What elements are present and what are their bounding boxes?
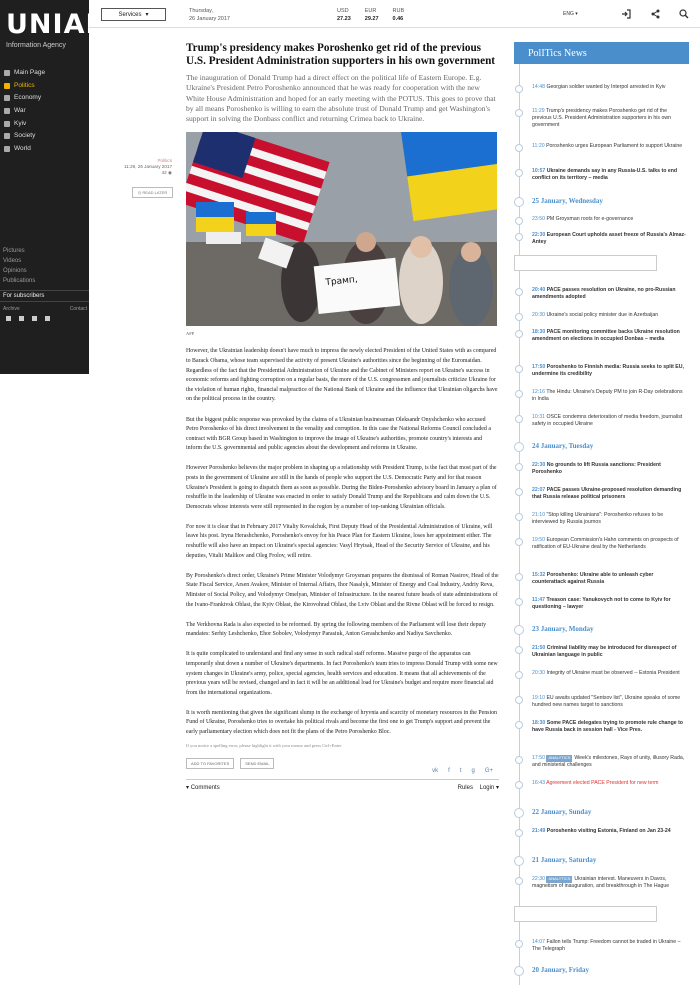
- news-item[interactable]: [514, 143, 689, 150]
- clock-icon: [515, 488, 523, 496]
- sidebar-item-label: World: [14, 144, 31, 152]
- share-f-icon[interactable]: f: [448, 767, 450, 774]
- sidebar-nav-secondary: [3, 246, 87, 286]
- news-headline: No grounds to lift Russia sanctions: President Poroshenko: [532, 462, 661, 475]
- clock-icon: [515, 513, 523, 521]
- news-time: 12:16: [532, 389, 545, 395]
- clock-icon: [515, 573, 523, 581]
- news-item[interactable]: [514, 216, 689, 223]
- news-headline: Integrity of Ukraine must be observed -- Estonia President: [546, 670, 680, 676]
- sidebar-nav: [4, 67, 88, 155]
- news-time: 20:30: [532, 670, 545, 676]
- services-label: Services: [118, 11, 142, 18]
- news-headline: Criminal liability may be introduced for disrespect of Ukrainian language in public: [532, 645, 677, 658]
- clock-icon: [515, 365, 523, 373]
- clock-icon: [515, 721, 523, 729]
- clock-icon: [515, 169, 523, 177]
- news-headline: Poroshenko: Ukraine able to unleash cyber counterattack against Russia: [532, 572, 654, 585]
- news-headline: OSCE condemns deterioration of media freedom, journalist safety in occupied Ukraine: [532, 414, 683, 427]
- sidebar-item-economy[interactable]: [4, 92, 88, 105]
- nav-icon: [4, 121, 10, 127]
- clock-icon: ◷: [137, 190, 142, 195]
- news-headline: EU awaits updated "Sentsov list", Ukraine speaks of some hundred new names target to sanctions: [532, 695, 681, 708]
- news-item[interactable]: [514, 537, 689, 551]
- day-label: 21 January, Saturday: [532, 856, 597, 864]
- news-item[interactable]: [514, 780, 689, 787]
- day-label: 22 January, Sunday: [532, 808, 592, 816]
- article-actions: [186, 758, 499, 774]
- sidebar-item-pictures[interactable]: Pictures: [3, 248, 25, 254]
- nav-icon: [4, 146, 10, 152]
- news-headline: Some PACE delegates trying to promote rule change to have Russia back in session hall - Vice Pres.: [532, 720, 683, 733]
- comments-label: Comments: [190, 784, 220, 791]
- share-icon[interactable]: [651, 9, 661, 19]
- clock-icon: [515, 671, 523, 679]
- read-later-button[interactable]: [132, 187, 173, 198]
- clock-icon: [515, 144, 523, 152]
- clock-icon: [515, 781, 523, 789]
- news-time: 11:47: [532, 597, 545, 603]
- login-icon[interactable]: [621, 9, 631, 19]
- add-favorites-button[interactable]: ADD TO FAVORITES: [186, 758, 234, 769]
- clock-icon: [515, 330, 523, 338]
- news-headline: Poroshenko visiting Estonia, Finland on Jan 23-24: [546, 828, 671, 834]
- news-item[interactable]: [514, 512, 689, 526]
- news-item[interactable]: [514, 108, 689, 128]
- clock-icon: [515, 646, 523, 654]
- archive-contact-row: [3, 306, 87, 312]
- clock-icon: [515, 538, 523, 546]
- article-timestamp: 11:29, 26 January 2017: [124, 164, 172, 169]
- logo-text: UNIAN: [6, 9, 110, 40]
- news-time: 21:10: [532, 512, 545, 518]
- article-paragraph: It is quite complicated to understand and find any sense in such radical staff reforms. Massive purge of the apparatus can temporarily shut down a number of Ukraine's departments. In fact Poroshenko's team tries to impress Donald Trump with some new system changes in Ukraine's army, police, special agencies, health services and education. It means that all achievements of the previous years will be revised, changed and in fact it will be an additional load for Ukraine's budget and require more financial aid from the international organizations.: [186, 651, 498, 696]
- news-headline: Week's milestones, Rays of unity, illusory Rada, and ministerial challenges: [532, 755, 685, 768]
- nav-icon: [4, 83, 10, 89]
- news-item[interactable]: [514, 84, 689, 91]
- day-heading: [514, 625, 594, 633]
- share-t-icon[interactable]: t: [459, 767, 462, 774]
- analytics-badge: ANALYTICS: [548, 876, 571, 881]
- article-paragraph: However, the Ukrainian leadership doesn't have much to impress the newly elected President of the United States with as compared to Barack Obama, whose team supervised the activity of present Ukraine's authorities since the beginning of the Euromaidan. Regardless of the fact that the Presidential Administration of Ukraine and the Cabinet of Ministers report on Ukraine's success in economic reforms and fighting corruption on a regular basis, the more of the U.S. congressmen and journalists criticize Ukraine for the violation of human rights, financial malpractice of the National Bank of Ukraine and the influence that Ukrainian oligarchs have on the political process in the country.: [186, 348, 498, 403]
- top-bar: [89, 0, 700, 28]
- sidebar-item-label: War: [14, 107, 26, 115]
- news-headline: Georgian soldier wanted by Interpol arrested in Kyiv: [546, 84, 666, 90]
- comments-bar: [186, 779, 499, 791]
- news-time: 10:57: [532, 168, 546, 174]
- sidebar-item-main-page[interactable]: [4, 67, 88, 80]
- news-time: 20:30: [532, 312, 545, 318]
- clock-icon: [515, 940, 523, 948]
- news-time: 14:48: [532, 84, 545, 90]
- news-item[interactable]: [514, 670, 689, 677]
- currency-code: EUR: [364, 8, 377, 14]
- news-time: 16:43: [532, 780, 545, 786]
- ad-slot: [514, 906, 657, 922]
- news-time: 15:32: [532, 572, 546, 578]
- news-time: 17:50: [532, 364, 546, 370]
- news-item[interactable]: [514, 232, 689, 246]
- current-date-text: 26 January 2017: [189, 16, 230, 22]
- news-item[interactable]: [514, 572, 689, 586]
- news-headline: Agreement elected PACE President for new term: [546, 780, 659, 786]
- news-item[interactable]: [514, 364, 689, 378]
- day-label: 20 January, Friday: [532, 966, 589, 974]
- facebook-icon[interactable]: [19, 316, 24, 321]
- currency-value: 0.46: [392, 16, 404, 22]
- sidebar-item-opinions[interactable]: Opinions: [3, 268, 27, 274]
- read-later-label: READ LATER: [142, 190, 168, 195]
- politics-news-feed: [514, 42, 689, 974]
- sidebar-item-label: Main Page: [14, 69, 46, 77]
- sidebar-item-videos[interactable]: Videos: [3, 258, 22, 264]
- news-headline: PACE passes resolution on Ukraine, no pro-Russian amendments adopted: [532, 287, 676, 300]
- calendar-icon: [514, 966, 524, 976]
- clock-icon: [515, 829, 523, 837]
- login-label: Login: [479, 784, 495, 791]
- clock-icon: [515, 877, 523, 885]
- news-item[interactable]: [514, 828, 689, 835]
- news-headline: Ukraine's social policy minister due in Azerbaijan: [546, 312, 659, 318]
- currency-code: RUB: [392, 8, 405, 14]
- nav-icon: [4, 70, 10, 76]
- clock-icon: [515, 756, 523, 764]
- sidebar-item-world[interactable]: [4, 143, 88, 156]
- clock-icon: [515, 217, 523, 225]
- current-day: Thursday,: [189, 8, 214, 14]
- send-email-button[interactable]: SEND EMAIL: [240, 758, 274, 769]
- news-item[interactable]: [514, 168, 689, 182]
- news-time: 20:40: [532, 287, 546, 293]
- article-views: [120, 170, 172, 176]
- nav-icon: [4, 133, 10, 139]
- currency-value: 27.23: [337, 16, 351, 22]
- day-heading: [514, 856, 596, 864]
- calendar-icon: [514, 856, 524, 866]
- protest-photo: [186, 132, 497, 326]
- article-paragraph: For now it is clear that in February 2017 Vitaliy Kovalchuk, First Deputy Head of the Presidential Administration of Ukraine, will leave his post. Iryna Herashchenko, Poroshenko's envoy for his Peace Plan for Eastern Ukraine, loses her appointment either. The reshuffle will also have an impact on Ukraine's special agencies: Vasyl Hrytsak, Head of the Security Service of Ukraine, and his deputies, Vitalii Malikov and Oleg Frolov, will retire.: [186, 523, 493, 559]
- article-author[interactable]: Politics: [157, 158, 172, 163]
- rss-icon[interactable]: [32, 316, 37, 321]
- spelling-note: If you notice a spelling error, please highlight it with your mouse and press Ctrl+Enter: [186, 742, 342, 748]
- news-time: 11:20: [532, 143, 545, 149]
- clock-icon: [515, 463, 523, 471]
- sidebar-item-war[interactable]: [4, 105, 88, 118]
- day-label: 25 January, Wednesday: [532, 197, 603, 205]
- news-headline: "Stop killing Ukrainians": Poroshenko refuses to be interviewed by Russia journos: [532, 512, 664, 525]
- news-time: 18:30: [532, 329, 546, 335]
- sidebar-item-label: Kyiv: [14, 119, 27, 127]
- article-body: [186, 347, 499, 737]
- sidebar-item-label: Economy: [14, 94, 42, 102]
- article-paragraph: However Poroshenko believes the major problem in shaping up a relationship with President Trump, is the fact that most part of the posts in the government of Ukraine are still in the hands of people who support the U.S. Democratic Party and for that reason Ukraine's President is going to dispatch them as soon as possible. During the Biden-Poroshenko advisory board in January a plan of reshuffle in the leadership of Ukraine was enacted in order to satisfy Donald Trump and the Republicans and calm down the U.S. Democrats whose interests were still represented in the region by a number of top-ranking Ukrainian officials.: [186, 465, 497, 510]
- logo-subtitle: Information Agency: [6, 42, 66, 49]
- sidebar-item-kyiv[interactable]: [4, 117, 88, 130]
- news-item[interactable]: [514, 720, 689, 734]
- login-dropdown[interactable]: Login ▾: [479, 784, 499, 791]
- article-meta: [120, 158, 172, 176]
- news-headline: Poroshenko urges European Parliament to support Ukraine: [546, 143, 683, 149]
- news-time: 22:07: [532, 487, 546, 493]
- clock-icon: [515, 288, 523, 296]
- news-time: 14:07: [532, 939, 545, 945]
- search-icon[interactable]: [679, 9, 689, 19]
- social-icons: [6, 316, 50, 321]
- news-time: 10:31: [532, 414, 545, 420]
- clock-icon: [515, 598, 523, 606]
- views-count: 42: [161, 170, 167, 175]
- calendar-icon: [514, 442, 524, 452]
- day-heading: [514, 808, 591, 816]
- news-headline: The Hindu: Ukraine's Deputy PM to join R-Day celebrations in India: [532, 389, 683, 402]
- day-label: 24 January, Tuesday: [532, 442, 594, 450]
- news-time: 11:29: [532, 108, 545, 114]
- calendar-icon: [514, 625, 524, 635]
- nav-icon: [4, 95, 10, 101]
- news-item[interactable]: [514, 597, 689, 611]
- clock-icon: [515, 233, 523, 241]
- article: [186, 42, 499, 791]
- sidebar-item-politics[interactable]: [4, 80, 88, 93]
- news-headline: PM Groysman roots for e-governance: [546, 216, 634, 222]
- news-item[interactable]: [514, 389, 689, 403]
- sidebar-item-society[interactable]: [4, 130, 88, 143]
- news-time: 22:30: [532, 876, 545, 882]
- email-icon[interactable]: [45, 316, 50, 321]
- article-photo: [186, 132, 497, 326]
- day-label: 23 January, Monday: [532, 625, 594, 633]
- archive-link[interactable]: Archive: [3, 306, 20, 312]
- unian-logo[interactable]: [6, 9, 110, 49]
- news-item[interactable]: [514, 645, 689, 659]
- share-vk-icon[interactable]: vk: [432, 767, 439, 774]
- sidebar-item-label: Politics: [14, 81, 35, 89]
- news-time: 18:30: [532, 720, 546, 726]
- comments-toggle[interactable]: ▾ Comments: [186, 784, 220, 791]
- news-time: 19:50: [532, 537, 545, 543]
- clock-icon: [515, 415, 523, 423]
- clock-icon: [515, 109, 523, 117]
- news-item[interactable]: [514, 755, 689, 769]
- clock-icon: [515, 85, 523, 93]
- services-dropdown[interactable]: [101, 8, 166, 21]
- calendar-icon: [514, 808, 524, 818]
- language-selector[interactable]: ENG ▾: [563, 11, 578, 17]
- nav-icon: [4, 108, 10, 114]
- news-headline: European Court upholds asset freeze of Russia's Almaz-Antey: [532, 232, 686, 245]
- share-g-icon[interactable]: g: [471, 767, 475, 774]
- news-headline: Ukraine demands say in any Russia-U.S. talks to end conflict on its territory – media: [532, 168, 678, 181]
- news-headline: European Commission's Hahn comments on prospects of ratification of EU-Ukraine deal by the Netherlands: [532, 537, 679, 550]
- news-time: 22:30: [532, 232, 546, 238]
- article-paragraph: By Poroshenko's direct order, Ukraine's Prime Minister Volodymyr Groysman prepares the dismissal of Roman Nasirov, Head of the State Fiscal Service, Arsen Avakov, Minister of Internal Affairs, Ihor Nasalyk, Minister of Energy and Coal Industry, Andriy Reva, Minister of Social Policy, and Volodymyr Omelyan, Minister of Infrastructure. In the nearest future heads of state administrations of the Ivano-Frankivsk Oblast, the Kyiv Oblast, the Kirovohrad Oblast, the Lviv Oblast and the Rivne Oblast will be forced to resign.: [186, 572, 499, 608]
- chevron-down-icon: ▾: [145, 12, 149, 18]
- news-item[interactable]: [514, 462, 689, 476]
- current-date: [189, 7, 230, 23]
- article-paragraph: But the biggest public response was provoked by the claims of a Ukrainian businessman Oleksandr Onyshchenko who accused Petro Poroshenko of his direct involvement in the venality and corruption. In this case the National Reforms Council concluded a contract with BGR Group based in Washington to improve the image of Ukraine's authorities, promote country's interests and inform the U.S. governmental and public agencies about the development and reforms in Ukraine.: [186, 416, 491, 452]
- rate-usd: [337, 7, 351, 23]
- article-lead: The inauguration of Donald Trump had a direct effect on the political life of Eastern Europe. E.g. Ukraine's President Petro Poroshenko announced that he was ready for cooperation with the new White House Administration and hoped for an early meeting with the POTUS. This goes to prove that by all means Poroshenko is willing to earn the absolute trust of Donald Trump and get Washington's support in solving the Donbass conflict and returning Crimea back to Ukraine.: [186, 73, 496, 124]
- day-heading: [514, 966, 589, 974]
- news-item[interactable]: [514, 312, 689, 319]
- news-headline: Poroshenko to Finnish media: Russia seeks to split EU, undermine its credibility: [532, 364, 684, 377]
- rate-eur: [365, 7, 379, 23]
- calendar-icon: [514, 197, 524, 207]
- for-subscribers-link[interactable]: For subscribers: [0, 290, 89, 302]
- sidebar-item-label: Society: [14, 132, 36, 140]
- rules-link[interactable]: Rules: [457, 784, 473, 791]
- twitter-icon[interactable]: [6, 316, 11, 321]
- eye-icon: ◉: [167, 170, 172, 175]
- share-gplus-icon[interactable]: G+: [484, 767, 493, 774]
- news-headline: PACE monitoring committee backs Ukraine resolution amendment on elections in occupied Donbas – media: [532, 329, 680, 342]
- news-time: 22:30: [532, 462, 546, 468]
- currency-code: USD: [337, 8, 349, 14]
- news-time: 21:50: [532, 645, 546, 651]
- news-time: 17:50: [532, 755, 545, 761]
- exchange-rates: [337, 7, 404, 23]
- article-title: Trump's presidency makes Poroshenko get rid of the previous U.S. President Administration supporters in his own government: [186, 42, 496, 67]
- news-item[interactable]: [514, 695, 689, 709]
- news-time: 23:50: [532, 216, 545, 222]
- share-buttons: [432, 768, 493, 774]
- news-headline: Ukrainian interest. Maneuvers in Davos, magnetism of inauguration, and breakthrough in The Hague: [532, 876, 670, 889]
- news-headline: Fallon tells Trump: Freedom cannot be traded in Ukraine – The Telegraph: [532, 939, 681, 952]
- contact-link[interactable]: Contact: [69, 306, 87, 312]
- ad-slot: [514, 255, 657, 271]
- clock-icon: [515, 313, 523, 321]
- day-heading: [514, 442, 593, 450]
- news-item[interactable]: [514, 939, 689, 953]
- news-feed-title: PolITics News: [514, 42, 689, 64]
- news-item[interactable]: [514, 487, 689, 501]
- clock-icon: [515, 390, 523, 398]
- clock-icon: [515, 696, 523, 704]
- rate-rub: [393, 7, 405, 23]
- sidebar-item-publications[interactable]: Publications: [3, 278, 36, 284]
- news-headline: Trump's presidency makes Poroshenko get rid of the previous U.S. President Administration supporters in his own government: [532, 108, 671, 128]
- news-item[interactable]: [514, 287, 689, 301]
- news-headline: Treason case: Yanukovych not to come to Kyiv for questioning – lawyer: [532, 597, 671, 610]
- news-headline: PACE passes Ukraine-proposed resolution demanding that Russia release political prisoners: [532, 487, 682, 500]
- news-item[interactable]: [514, 414, 689, 428]
- photo-sign-text: Трамп,: [325, 275, 359, 289]
- news-item[interactable]: [514, 329, 689, 343]
- article-paragraph: It is worth mentioning that given the significant slump in the exchange of hryvnia and scarcity of monetary resources in the Pension Fund of Ukraine, Poroshenko tries to overtake his political rivals and become the first one to get Trump's support and prevent the early parliamentary election which does not fit the plans of the Petro Poroshenko Bloc.: [186, 709, 497, 735]
- news-time: 19:10: [532, 695, 545, 701]
- day-heading: [514, 197, 603, 205]
- language-label: ENG: [563, 11, 574, 17]
- news-item[interactable]: [514, 876, 689, 890]
- article-paragraph: The Verkhovna Rada is also expected to be reformed. By spring the following members of the Parliament will lose their deputy mandates: Serhiy Leshchenko, Ehor Sobolev, Volodymyr Parasiuk, Anton Gerashchenko and Nadiya Savchenko.: [186, 621, 487, 638]
- sidebar: [0, 0, 110, 374]
- photo-caption: AFP: [186, 331, 195, 337]
- news-time: 21:49: [532, 828, 546, 834]
- currency-value: 29.27: [364, 16, 379, 22]
- analytics-badge: ANALYTICS: [548, 755, 571, 760]
